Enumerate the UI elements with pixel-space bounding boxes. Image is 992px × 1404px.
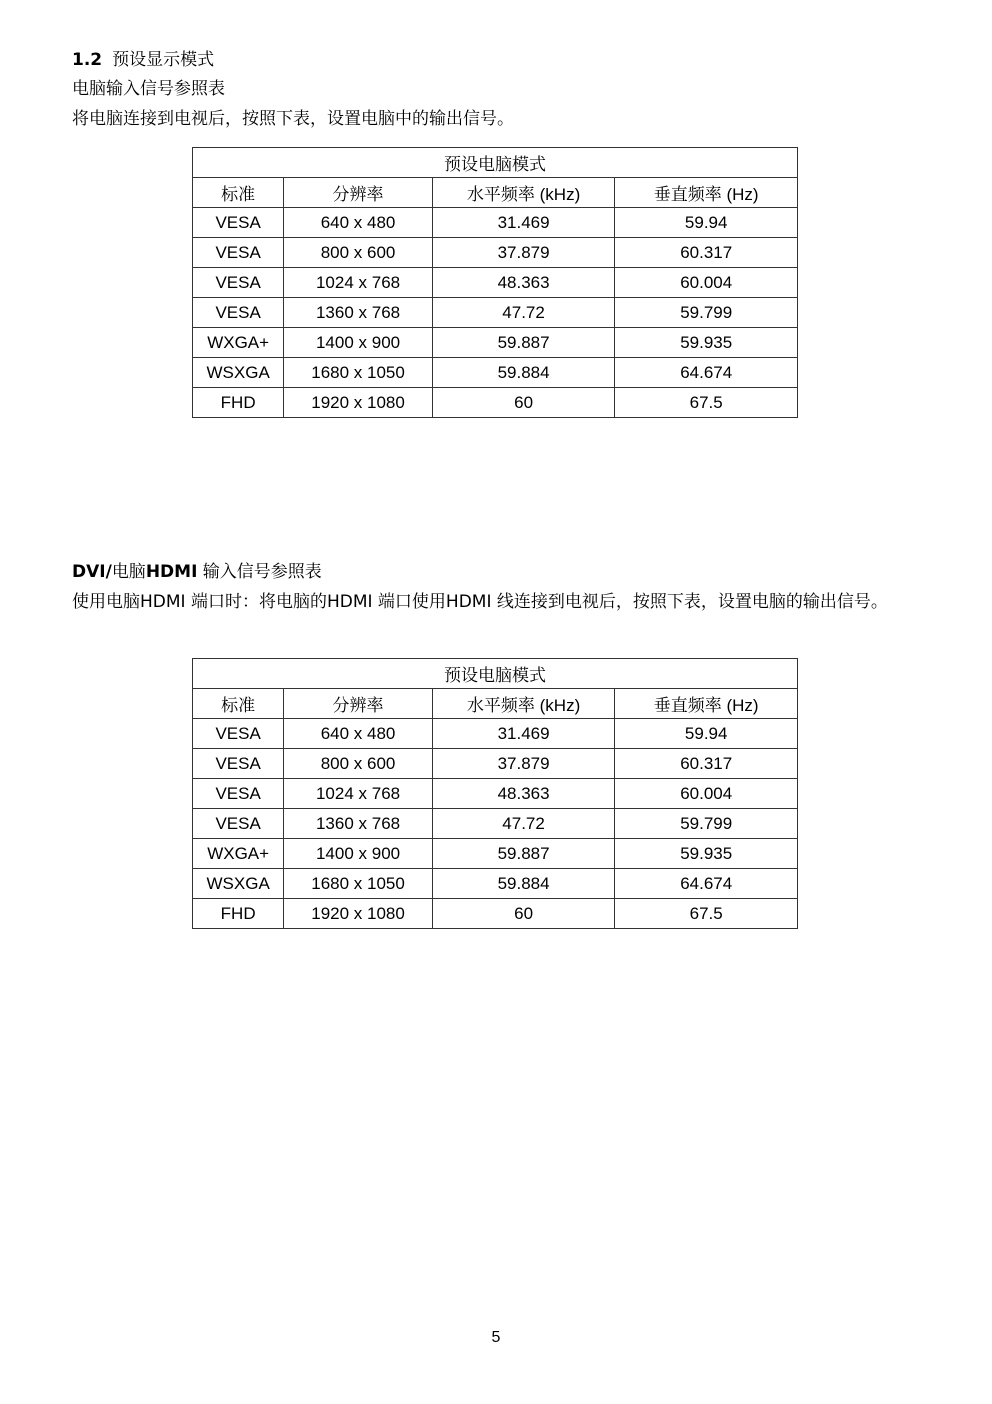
cell-horizontal-frequency: 47.72 bbox=[432, 809, 615, 839]
cell-vertical-frequency: 59.799 bbox=[615, 809, 798, 839]
cell-horizontal-frequency: 31.469 bbox=[432, 719, 615, 749]
table-row bbox=[193, 839, 798, 869]
cell-standard: VESA bbox=[193, 208, 284, 238]
cell-standard: VESA bbox=[193, 719, 284, 749]
table-header-row bbox=[193, 689, 798, 719]
table-row bbox=[193, 298, 798, 328]
table-row bbox=[193, 208, 798, 238]
table-row bbox=[193, 388, 798, 418]
cell-resolution: 800 x 600 bbox=[284, 238, 432, 268]
header-vertical-frequency: 垂直频率 (Hz) bbox=[615, 689, 798, 719]
table-row bbox=[193, 899, 798, 929]
table-caption: 预设电脑模式 bbox=[193, 148, 798, 178]
cell-vertical-frequency: 67.5 bbox=[615, 388, 798, 418]
cell-standard: WSXGA bbox=[193, 869, 284, 899]
cell-vertical-frequency: 60.004 bbox=[615, 268, 798, 298]
header-standard: 标准 bbox=[193, 178, 284, 208]
table-row bbox=[193, 358, 798, 388]
table-row bbox=[193, 749, 798, 779]
cell-vertical-frequency: 60.317 bbox=[615, 238, 798, 268]
cell-vertical-frequency: 59.94 bbox=[615, 208, 798, 238]
cell-standard: VESA bbox=[193, 238, 284, 268]
table-caption: 预设电脑模式 bbox=[193, 659, 798, 689]
header-resolution: 分辨率 bbox=[284, 689, 432, 719]
section-title-text: 预设显示模式 bbox=[112, 50, 215, 70]
heading-dvi: DVI/ bbox=[72, 562, 112, 582]
cell-standard: VESA bbox=[193, 809, 284, 839]
cell-horizontal-frequency: 47.72 bbox=[432, 298, 615, 328]
header-resolution: 分辨率 bbox=[284, 178, 432, 208]
header-horizontal-frequency: 水平频率 (kHz) bbox=[432, 178, 615, 208]
cell-horizontal-frequency: 60 bbox=[432, 388, 615, 418]
cell-horizontal-frequency: 31.469 bbox=[432, 208, 615, 238]
table-row bbox=[193, 779, 798, 809]
pc-modes-table bbox=[192, 147, 798, 418]
section-number: 1.2 bbox=[72, 50, 103, 70]
cell-horizontal-frequency: 59.884 bbox=[432, 869, 615, 899]
cell-standard: WXGA+ bbox=[193, 328, 284, 358]
cell-horizontal-frequency: 48.363 bbox=[432, 268, 615, 298]
cell-horizontal-frequency: 60 bbox=[432, 899, 615, 929]
section-title bbox=[72, 49, 214, 71]
cell-standard: WSXGA bbox=[193, 358, 284, 388]
cell-horizontal-frequency: 59.887 bbox=[432, 328, 615, 358]
cell-vertical-frequency: 59.935 bbox=[615, 328, 798, 358]
cell-vertical-frequency: 67.5 bbox=[615, 899, 798, 929]
cell-resolution: 640 x 480 bbox=[284, 719, 432, 749]
cell-resolution: 1920 x 1080 bbox=[284, 388, 432, 418]
cell-resolution: 1680 x 1050 bbox=[284, 869, 432, 899]
cell-horizontal-frequency: 59.887 bbox=[432, 839, 615, 869]
table-header-row bbox=[193, 178, 798, 208]
cell-vertical-frequency: 59.799 bbox=[615, 298, 798, 328]
table-caption-row bbox=[193, 659, 798, 689]
cell-standard: FHD bbox=[193, 899, 284, 929]
table-row bbox=[193, 719, 798, 749]
table-row bbox=[193, 809, 798, 839]
cell-resolution: 640 x 480 bbox=[284, 208, 432, 238]
cell-resolution: 1400 x 900 bbox=[284, 328, 432, 358]
table-row bbox=[193, 328, 798, 358]
header-horizontal-frequency: 水平频率 (kHz) bbox=[432, 689, 615, 719]
heading-pc: 电脑 bbox=[111, 562, 146, 582]
cell-horizontal-frequency: 48.363 bbox=[432, 779, 615, 809]
page-number: 5 bbox=[491, 1329, 501, 1346]
cell-resolution: 1680 x 1050 bbox=[284, 358, 432, 388]
cell-resolution: 1024 x 768 bbox=[284, 268, 432, 298]
cell-resolution: 1920 x 1080 bbox=[284, 899, 432, 929]
cell-standard: VESA bbox=[193, 298, 284, 328]
hdmi-instruction: 使用电脑HDMI 端口时：将电脑的HDMI 端口使用HDMI 线连接到电视后，按照下表，设置电脑的输出信号。 bbox=[72, 592, 888, 612]
cell-vertical-frequency: 64.674 bbox=[615, 869, 798, 899]
table-row bbox=[193, 268, 798, 298]
cell-resolution: 1024 x 768 bbox=[284, 779, 432, 809]
cell-resolution: 1360 x 768 bbox=[284, 809, 432, 839]
heading-hdmi: HDMI bbox=[145, 562, 198, 582]
cell-standard: VESA bbox=[193, 749, 284, 779]
hdmi-modes-table bbox=[192, 658, 798, 929]
cell-vertical-frequency: 64.674 bbox=[615, 358, 798, 388]
cell-resolution: 1360 x 768 bbox=[284, 298, 432, 328]
cell-resolution: 800 x 600 bbox=[284, 749, 432, 779]
heading-rest: 输入信号参照表 bbox=[197, 562, 322, 582]
cell-vertical-frequency: 60.317 bbox=[615, 749, 798, 779]
cell-vertical-frequency: 59.935 bbox=[615, 839, 798, 869]
table-row bbox=[193, 238, 798, 268]
cell-standard: WXGA+ bbox=[193, 839, 284, 869]
header-vertical-frequency: 垂直频率 (Hz) bbox=[615, 178, 798, 208]
cell-horizontal-frequency: 37.879 bbox=[432, 749, 615, 779]
cell-horizontal-frequency: 37.879 bbox=[432, 238, 615, 268]
table-row bbox=[193, 869, 798, 899]
cell-horizontal-frequency: 59.884 bbox=[432, 358, 615, 388]
hdmi-table-heading bbox=[72, 561, 322, 583]
cell-standard: FHD bbox=[193, 388, 284, 418]
cell-resolution: 1400 x 900 bbox=[284, 839, 432, 869]
pc-instruction: 将电脑连接到电视后，按照下表，设置电脑中的输出信号。 bbox=[72, 109, 514, 129]
table-caption-row bbox=[193, 148, 798, 178]
cell-vertical-frequency: 60.004 bbox=[615, 779, 798, 809]
cell-vertical-frequency: 59.94 bbox=[615, 719, 798, 749]
cell-standard: VESA bbox=[193, 268, 284, 298]
header-standard: 标准 bbox=[193, 689, 284, 719]
pc-table-heading: 电脑输入信号参照表 bbox=[72, 79, 225, 99]
cell-standard: VESA bbox=[193, 779, 284, 809]
